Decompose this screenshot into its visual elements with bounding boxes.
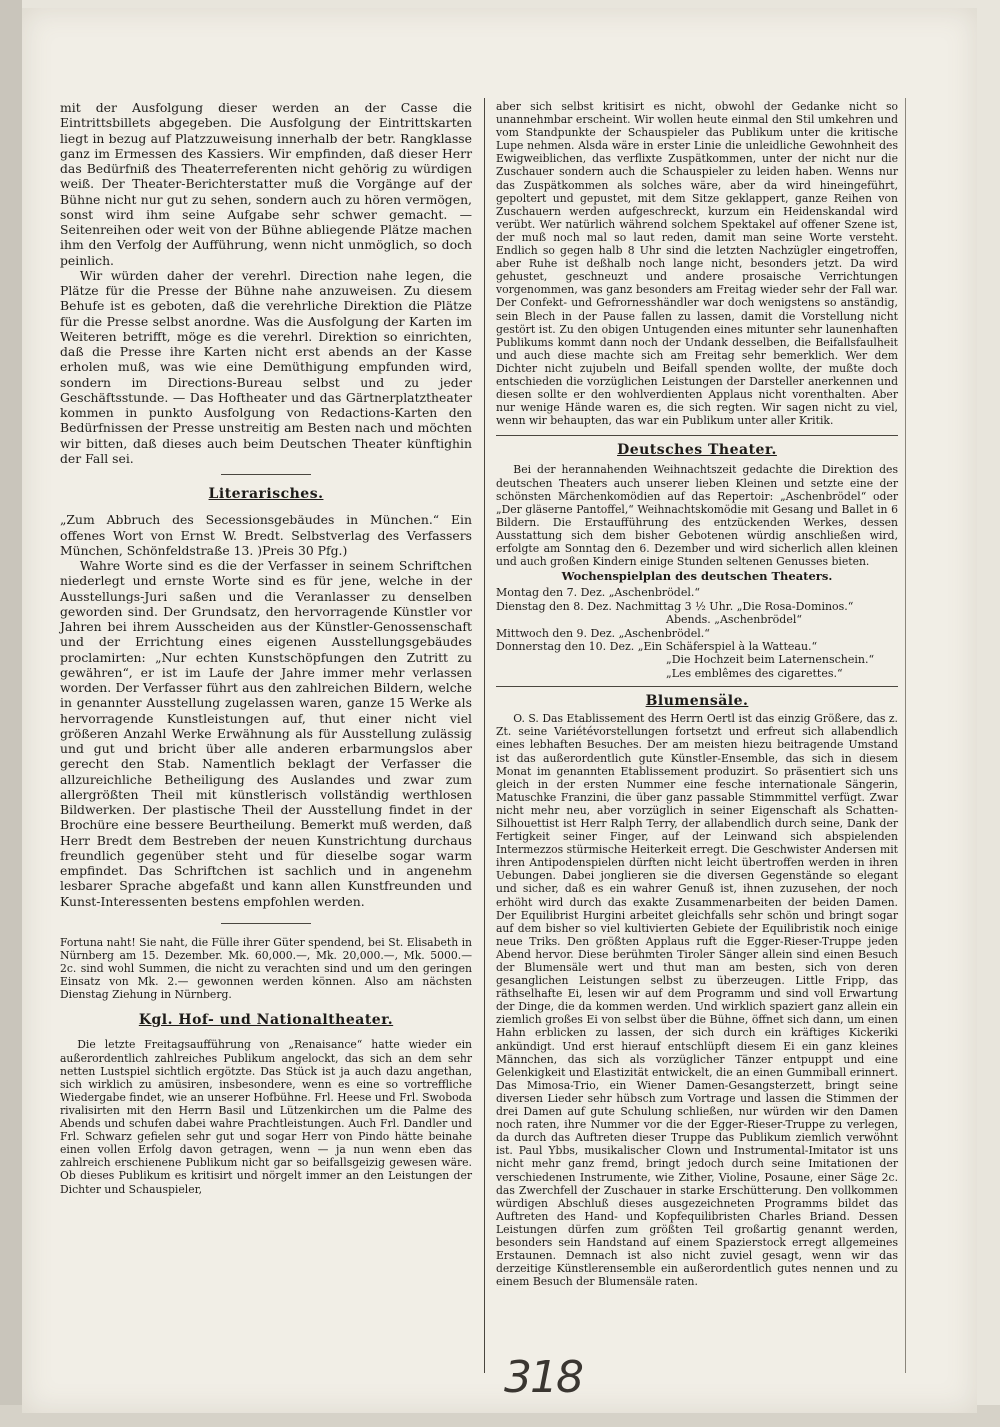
schedule-entry: „Die Hochzeit beim Laternenschein.“ [666,653,875,667]
section-heading-hoftheater: Kgl. Hof- und Nationaltheater. [138,1012,394,1029]
column-divider [484,98,485,1373]
book-title: „Zum Abbruch des Secessionsgebäudes in München.“ Ein offenes Wort von Ernst W. Bredt. Selbstverlag des Verfassers München, Schönfeldstraße 13. )Preis 30 Pfg.) [60,512,472,558]
weekly-schedule [496,586,898,680]
page-number: 318 [504,1352,582,1403]
separator [221,923,311,924]
article-text: mit der Ausfolgung dieser werden an der Casse die Eintrittsbillets abgegeben. Die Ausfolgung der Eintrittskarten liegt in bezug auf Platzzuweisung innerhalb der betr. Rangklasse ganz im Ermessen des Kassiers. Wir empfinden, daß dieser Herr das Bedürfniß des Theaterreferenten nicht gehörig zu würdigen weiß. Der Theater-Berichterstatter muß die Vorgänge auf der Bühne nicht nur gut zu sehen, sondern auch zu hören vermögen, sonst wird ihm seine Aufgabe sehr schwer gemacht. — Seitenreihen oder weit von der Bühne abliegende Plätze machen ihm den Verfolg der Aufführung, wenn nicht unmöglich, so doch peinlich. [60,100,472,268]
right-column [496,100,898,1288]
schedule-entry: Abends. „Aschenbrödel“ [666,613,803,627]
lottery-text: Fortuna naht! Sie naht, die Fülle ihrer Güter spendend, bei St. Elisabeth in Nürnberg am 15. Dezember. Mk. 60,000.—, Mk. 20,000.—, Mk. 5000.— 2c. sind wohl Summen, die nicht zu verachten sind und um den geringen Einsatz von Mk. 2.— gewonnen werden können. Also am nächsten Dienstag Ziehung in Nürnberg. [60,935,472,1002]
section-heading-deutsches-theater: Deutsches Theater. [617,442,777,459]
schedule-entry: Dienstag den 8. Dez. Nachmittag 3 ½ Uhr. „Die Rosa-Dominos.“ [496,599,854,613]
separator [221,474,311,475]
article-text: aber sich selbst kritisirt es nicht, obwohl der Gedanke nicht so unannehmbar erscheint. Wir wollen heute einmal den Stil umkehren und vom Standpunkte der Schauspieler das Publikum unter die kritische Lupe nehmen. Alsda wäre in erster Linie die unleidliche Gewohnheit des Ewigweiblichen, das verflixte Zuspätkommen, unter der nicht nur die Zuschauer sondern auch die Schauspieler zu leiden haben. Wenns nur das Zuspätkommen als solches wäre, aber da wird hineingeführt, gepoltert und gepustet, mit dem Sitze geklappert, ganze Reihen von Zuschauern werden aufgeschreckt, kurzum ein Heidenskandal wird verübt. Wer natürlich während solchem Spektakel auf offener Szene ist, der muß noch mal so laut reden, damit man seine Worte versteht. Endlich so gegen halb 8 Uhr sind die letzten Nachzügler eingetroffen, aber Ruhe ist deßhalb noch lange nicht, besonders jetzt. Da wird gehustet, geschneuzt und andere prosaische Verrichtungen vorgenommen, was ganz besonders am Freitag wieder sehr der Fall war. Der Confekt- und Gefrornesshändler war doch wenigstens so anständig, sein Blech in der Pause fallen zu lassen, damit die Vorstellung nicht gestört ist. Zu den obigen Untugenden eines mitunter sehr launenhaften Publikums kommt dann noch der Undank desselben, die Beifallsfaulheit und auch diese machte sich am Freitag sehr bemerklich. Wer dem Dichter nicht zujubeln und Beifall spenden wollte, der mußte doch entschieden die vorzüglichen Leistungen der Darsteller anerkennen und diesen sollte er den wohlverdienten Applaus nicht vorenthalten. Aber nur wenige Hände waren es, die sich regten. Wir sagen nicht zu viel, wenn wir behaupten, das war ein Publikum unter aller Kritik. [496,100,898,428]
separator [496,686,898,687]
schedule-entry: „Les emblêmes des cigarettes.“ [666,666,843,680]
article-text: O. S. Das Etablissement des Herrn Oertl ist das einzig Größere, das z. Zt. seine Variétévorstellungen fortsetzt und erfreut sich allabendlich eines lebhaften Besuches. Der am meisten hiezu beitragende Umstand ist das außerordentlich gute Künstler-Ensemble, das sich in diesem Monat im genannten Etablissement produzirt. So präsentiert sich uns gleich in der ersten Nummer eine fesche internationale Sängerin, Matuschke Franzini, die über ganz passable Stimmmittel verfügt. Zwar nicht mehr neu, aber vorzüglich in seiner Eigenschaft als Schatten-Silhouettist ist Herr Ralph Terry, der allabendlich durch seine, Dank der Fertigkeit seiner Finger, auf der Leinwand sich abspielenden Intermezzos stürmische Heiterkeit erregt. Die Geschwister Andersen mit ihren Antipodenspielen dürften nicht leicht übertroffen werden in ihren Uebungen. Dabei jonglieren sie die diversen Gegenstände so elegant und sicher, daß es ein wahrer Genuß ist, ihnen zuzusehen, der noch erhöht wird durch das exakte Zusammenarbeiten der beiden Damen. Der Equilibrist Hurgini arbeitet gleichfalls sehr schön und bringt sogar auf dem bisher so viel kultivierten Gebiete der Equilibristik noch einige neue Triks. Den größten Applaus ruft die Egger-Rieser-Truppe jeden Abend hervor. Diese berühmten Tiroler Sänger allein sind einen Besuch der Blumensäle wert und thut man am besten, sich von deren gesanglichen Leistungen selbst zu überzeugen. Little Fripp, das räthselhafte Ei, lesen wir auf dem Programm und sind voll Erwartung der Dinge, die da kommen werden. Und wirklich spaziert ganz allein ein ziemlich großes Ei von selbst über die Bühne, öffnet sich dann, um einen Hahn erblicken zu lassen, der sich durch ein kräftiges Kickeriki ankündigt. Und erst hierauf entschlüpft diesem Ei ein ganz kleines Männchen, das sich als vorzüglicher Tänzer entpuppt und eine Gelenkigkeit und Elastizität entwickelt, die an einen Gummiball erinnert. Das Mimosa-Trio, ein Wiener Damen-Gesangsterzett, bringt seine diversen Lieder sehr hübsch zum Vortrage und lassen die Stimmen der drei Damen auf gute Schulung schließen, nur würden wir den Damen noch raten, ihre Nummer vor die der Egger-Rieser-Truppe zu verlegen, da durch das Auftreten dieser Truppe das Publikum ziemlich verwöhnt ist. Paul Ybbs, musikalischer Clown und Instrumental-Imitator ist uns nicht mehr ganz fremd, bringt jedoch durch seine Imitationen der verschiedenen Instrumente, wie Zither, Violine, Posaune, einer Säge 2c. das Zwerchfell der Zuschauer in starke Erschütterung. Den vollkommen würdigen Abschluß dieses ausgezeichneten Programms bildet das Auftreten des Hand- und Kopfequilibristen Charles Briand. Dessen Leistungen dürfen zum größten Teil großartig genannt werden, besonders sein Handstand auf einem Spazierstock erregt allgemeines Erstaunen. Demnach ist also nicht zuviel gesagt, wenn wir das derzeitige Künstlerensemble ein außerordentlich gutes nennen und zu einem Besuch der Blumensäle raten. [496,712,898,1289]
right-margin-rule [905,98,906,1373]
schedule-title: Wochenspielplan des deutschen Theaters. [561,569,833,584]
review-text: Die letzte Freitagsaufführung von „Renaisance“ hatte wieder ein außerordentlich zahlreiches Publikum angelockt, das sich an dem sehr netten Lustspiel sichtlich ergötzte. Das Stück ist ja auch dazu angethan, sich wirklich zu amüsiren, insbesondere, wenn es eine so vortreffliche Wiedergabe findet, wie an unserer Hofbühne. Frl. Heese und Frl. Swoboda rivalisirten mit den Herrn Basil und Lützenkirchen um die Palme des Abends und schufen dabei wahre Prachtleistungen. Auch Frl. Dandler und Frl. Schwarz gefielen sehr gut und sogar Herr von Pindo hätte beinahe einen vollen Erfolg davon getragen, wenn — ja nun wenn eben das zahlreich erschienene Publikum nicht gar so beifallsgeizig gewesen wäre. Ob dieses Publikum es kritisirt und nörgelt immer an den Leistungen der Dichter und Schauspieler, [60,1038,472,1196]
theater-review [60,1038,472,1195]
scan-left-edge [0,0,22,1427]
left-column [60,100,472,1196]
review-text: Wahre Worte sind es die der Verfasser in seinem Schriftchen niederlegt und ernste Worte sind es für jene, welche in der Ausstellungs-Juri saßen und die Veranlasser zu denselben geworden sind. Der Grundsatz, den hervorragende Künstler vor Jahren bei ihrem Ausscheiden aus der Künstler-Genossenschaft und der Errichtung eines eigenen Ausstellungsgebäudes proclamirten: „Nur echten Kunstschöpfungen den Zutritt zu gewähren“, er ist im Laufe der Jahre immer mehr verlassen worden. Der Verfasser führt aus den zahlreichen Bildern, welche in genannter Ausstellung zugelassen waren, ganze 15 Werke als hervorragende Kunstleistungen auf, thut einer nicht viel größeren Anzahl Werke Erwähnung als für Ausstellung zulässig und gut und bricht über alle anderen erbarmungslos aber gerecht den Stab. Namentlich beklagt der Verfasser die allzureichliche Betheiligung des Auslandes und zwar zum allergrößten Theil mit künstlerisch vollständig werthlosen Bildwerken. Der plastische Theil der Ausstellung findet in der Brochüre eine bessere Beurtheilung. Bemerkt muß werden, daß Herr Bredt dem Bestreben der neuen Kunstrichtung durchaus freundlich gegenüber steht und für dieselbe sogar warm empfindet. Das Schriftchen ist sachlich und in angenehm lesbarer Sprache abgefaßt und kann allen Kunstfreunden und Kunst-Interessenten bestens empfohlen werden. [60,558,472,909]
article-text: Wir würden daher der verehrl. Direction nahe legen, die Plätze für die Presse der Bühne nahe anzuweisen. Zu diesem Behufe ist es geboten, daß die verehrliche Direktion die Plätze für die Presse selbst anordne. Was die Ausfolgung der Karten im Weiteren betrifft, möge es die verehrl. Direktion so einrichten, daß die Presse ihre Karten nicht erst abends an der Kasse erholen muß, was wie eine Demüthigung empfunden wird, sondern im Directions-Bureau selbst und zu jeder Geschäftsstunde. — Das Hoftheater und das Gärtnerplatztheater kommen in punkto Ausfolgung von Redactions-Karten den Bedürfnissen der Presse unstreitig am Besten nach und möchten wir bitten, daß dieses auch beim Deutschen Theater künftighin der Fall sei. [60,267,472,466]
section-heading-blumensaele: Blumensäle. [645,693,749,710]
separator [496,435,898,436]
schedule-entry: Mittwoch den 9. Dez. „Aschenbrödel.“ [496,626,710,640]
article-text: Bei der herannahenden Weihnachtszeit gedachte die Direktion des deutschen Theaters auch unserer lieben Kleinen und setzte eine der schönsten Märchenkomödien auf das Repertoir: „Aschenbrödel“ oder „Der gläserne Pantoffel,“ Weihnachtskomödie mit Gesang und Ballet in 6 Bildern. Die Erstaufführung des entzückenden Werkes, dessen Ausstattung sich dem bisher Gebotenen würdig anschließen wird, erfolgte am Sonntag den 6. Dezember und wird sicherlich allen kleinen und auch großen Kindern einige Stunden seltenen Genusses bieten. [496,463,898,569]
schedule-entry: Donnerstag den 10. Dez. „Ein Schäferspiel à la Watteau.“ [496,639,818,653]
section-heading-literarisches: Literarisches. [208,486,324,502]
lottery-advertisement [60,936,472,1001]
schedule-entry: Montag den 7. Dez. „Aschenbrödel.“ [496,586,700,600]
